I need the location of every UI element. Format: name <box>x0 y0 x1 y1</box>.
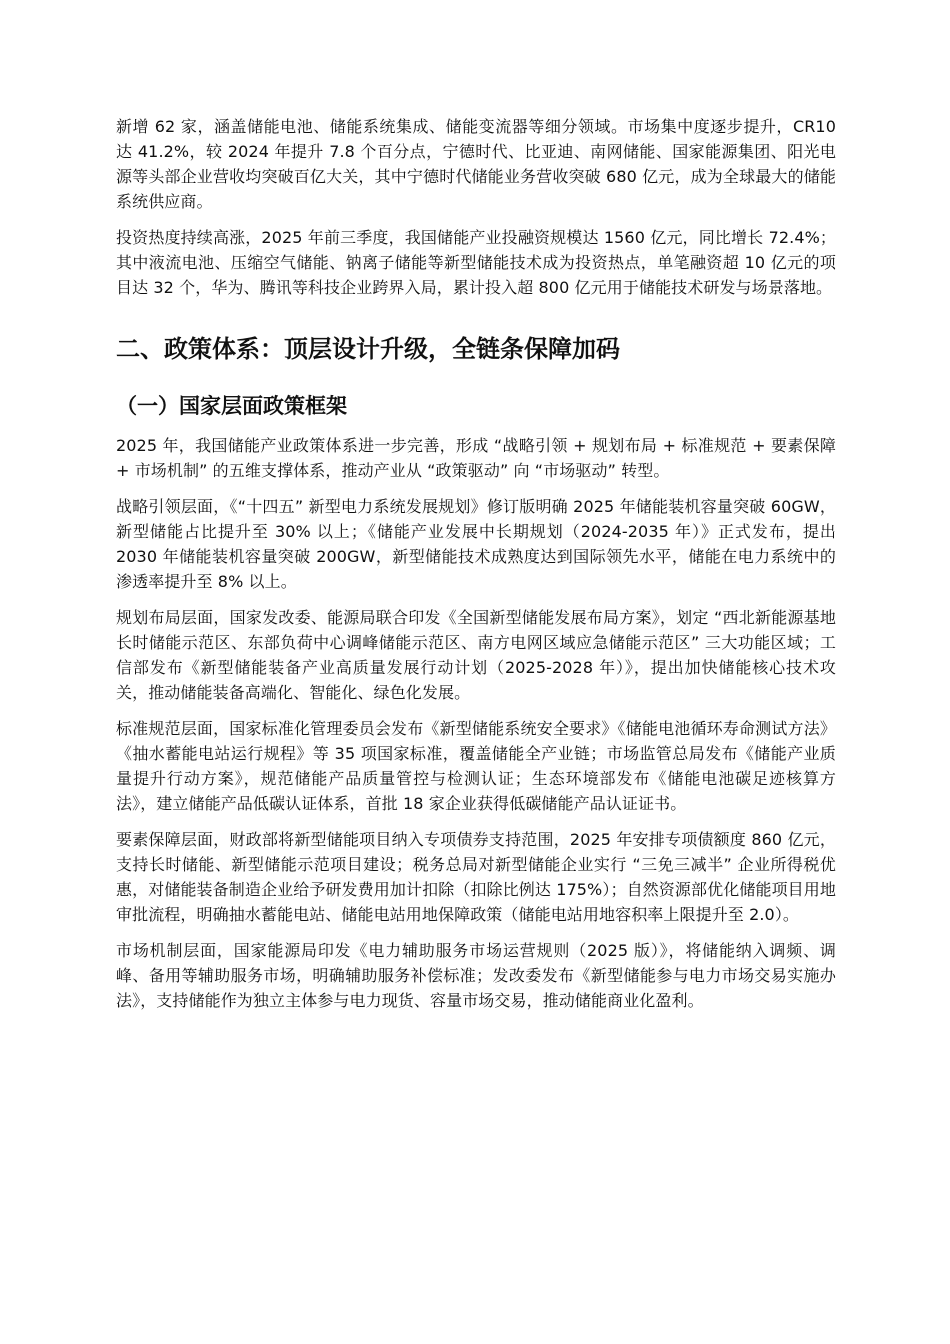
paragraph-market-concentration: 新增 62 家，涵盖储能电池、储能系统集成、储能变流器等细分领域。市场集中度逐步提升，CR10 达 41.2%，较 2024 年提升 7.8 个百分点，宁德时代、比亚迪、南网储能、国家能源集团、阳光电源等头部企业营收均突破百亿大关，其中宁德时代储能业务营收突破 680 亿元，成为全球最大的储能系统供应商。 <box>116 117 836 211</box>
section-heading-policy-system: 二、政策体系：顶层设计升级，全链条保障加码 <box>116 335 620 363</box>
paragraph-policy-overview: 2025 年，我国储能产业政策体系进一步完善，形成 “战略引领 + 规划布局 + 标准规范 + 要素保障 + 市场机制” 的五维支撑体系，推动产业从 “政策驱动” 向 “市场驱动” 转型。 <box>116 436 836 480</box>
subsection-heading-national-policy: （一）国家层面政策框架 <box>116 394 347 418</box>
paragraph-planning-layout: 规划布局层面，国家发改委、能源局联合印发《全国新型储能发展布局方案》，划定 “西北新能源基地长时储能示范区、东部负荷中心调峰储能示范区、南方电网区域应急储能示范区” 三大功能区域；工信部发布《新型储能装备产业高质量发展行动计划（2025-2028 年）》，提出加快储能核心技术攻关，推动储能装备高端化、智能化、绿色化发展。 <box>116 608 836 702</box>
document-body <box>116 114 836 1024</box>
paragraph-market-mechanism: 市场机制层面，国家能源局印发《电力辅助服务市场运营规则（2025 版）》，将储能纳入调频、调峰、备用等辅助服务市场，明确辅助服务补偿标准；发改委发布《新型储能参与电力市场交易实施办法》，支持储能作为独立主体参与电力现货、容量市场交易，推动储能商业化盈利。 <box>116 941 836 1010</box>
paragraph-factor-support: 要素保障层面，财政部将新型储能项目纳入专项债券支持范围，2025 年安排专项债额度 860 亿元，支持长时储能、新型储能示范项目建设；税务总局对新型储能企业实行 “三免三减半” 企业所得税优惠，对储能装备制造企业给予研发费用加计扣除（扣除比例达 175%）；自然资源部优化储能项目用地审批流程，明确抽水蓄能电站、储能电站用地保障政策（储能电站用地容积率上限提升至 2.0）。 <box>116 830 836 924</box>
paragraph-standards: 标准规范层面，国家标准化管理委员会发布《新型储能系统安全要求》《储能电池循环寿命测试方法》《抽水蓄能电站运行规程》等 35 项国家标准，覆盖储能全产业链；市场监管总局发布《储能产业质量提升行动方案》，规范储能产品质量管控与检测认证；生态环境部发布《储能电池碳足迹核算方法》，建立储能产品低碳认证体系，首批 18 家企业获得低碳储能产品认证证书。 <box>116 719 836 813</box>
paragraph-investment: 投资热度持续高涨，2025 年前三季度，我国储能产业投融资规模达 1560 亿元，同比增长 72.4%；其中液流电池、压缩空气储能、钠离子储能等新型储能技术成为投资热点，单笔融资超 10 亿元的项目达 32 个，华为、腾讯等科技企业跨界入局，累计投入超 800 亿元用于储能技术研发与场景落地。 <box>116 228 836 297</box>
paragraph-strategic-guidance: 战略引领层面，《“十四五” 新型电力系统发展规划》修订版明确 2025 年储能装机容量突破 60GW，新型储能占比提升至 30% 以上；《储能产业发展中长期规划（2024-2035 年）》正式发布，提出 2030 年储能装机容量突破 200GW，新型储能技术成熟度达到国际领先水平，储能在电力系统中的渗透率提升至 8% 以上。 <box>116 497 836 591</box>
